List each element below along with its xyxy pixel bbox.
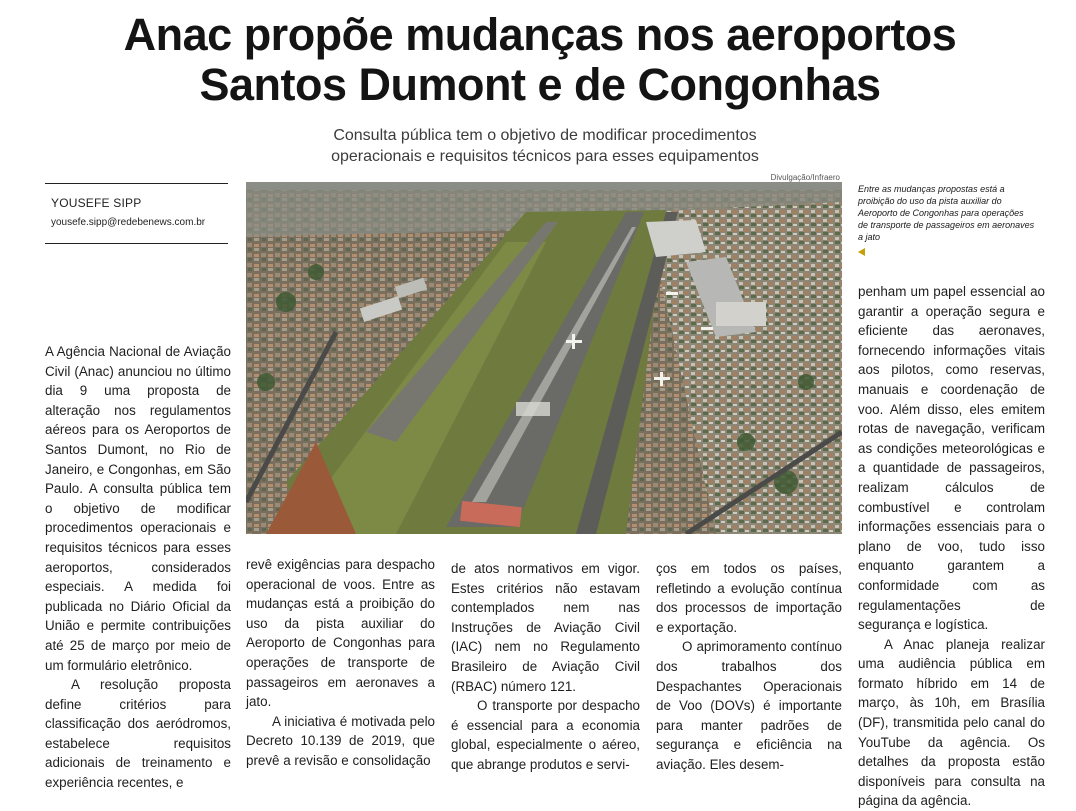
body-column-2 — [246, 555, 435, 771]
paragraph: ços em todos os países, refletindo a evolução contínua dos processos de importação e exportação. — [656, 561, 842, 635]
paragraph: revê exigências para despacho operacional de voos. Entre as mudanças está a proibição do uso da pista auxiliar do Aeroporto de Congonhas para operações de transporte de passageiros em aeronaves a jato. — [246, 557, 435, 710]
byline-divider-top — [45, 183, 228, 184]
paragraph: A iniciativa é motivada pelo Decreto 10.139 de 2019, que prevê a revisão e consolidação — [246, 713, 435, 768]
headline-line-2: Santos Dumont e de Congonhas — [199, 59, 881, 110]
subhead-line-2: operacionais e requisitos técnicos para esses equipamentos — [331, 148, 759, 165]
paragraph: A Anac planeja realizar uma audiência pública em formato híbrido em 14 de março, às 10h, em Brasília (DF), transmitida pelo canal do YouTube da agência. Os detalhes da proposta estão disponíveis para consulta na página da agência. — [858, 636, 1045, 809]
paragraph: A resolução proposta define critérios para classificação dos aeródromos, estabelece requisitos adicionais de treinamento e experiência recentes, e — [45, 677, 231, 791]
author-email: yousefe.sipp@redebenews.com.br — [51, 217, 206, 228]
body-column-5 — [858, 282, 1045, 811]
author-name: YOUSEFE SIPP — [51, 196, 142, 210]
paragraph: O aprimoramento contínuo dos trabalhos dos Despachantes Operacionais de Voo (DOVs) é importante para manter padrões de segurança e eficiência na aviação. Eles desem- — [656, 639, 842, 772]
body-column-1 — [45, 342, 231, 793]
body-column-4 — [656, 559, 842, 775]
paragraph: penham um papel essencial ao garantir a operação segura e eficiente das aeronaves, fornecendo informações vitais aos pilotos, como reservas, manuais e coordenação de voo. Além disso, eles emitem rotas de navegação, verificam as condições meteorológicas e a quantidade de passageiros, realizam cálculos de combustível e controlam informações essenciais para o plano de voo, tudo isso enquanto garantem a conformidade com as regulamentações de segurança e logística. — [858, 284, 1045, 633]
headline — [40, 10, 1040, 110]
paragraph: O transporte por despacho é essencial para a economia global, especialmente o aéreo, que abrange produtos e servi- — [451, 698, 640, 772]
paragraph: A Agência Nacional de Aviação Civil (Anac) anunciou no último dia 9 uma proposta de alteração nos regulamentos aéreos para os Aeroportos de Santos Dumont, no Rio de Janeiro, e Congonhas, em São Paulo. A consulta pública tem o objetivo de modificar procedimentos operacionais e requisitos técnicos para esses aeroportos, considerados especiais. A medida foi publicada no Diário Oficial da União e permite contribuições até 25 de março por meio de um formulário eletrônico. — [45, 344, 231, 673]
paragraph: de atos normativos em vigor. Estes critérios não estavam contemplados nem nas Instruções de Aviação Civil (IAC) nem no Regulamento Brasileiro de Aviação Civil (RBAC) número 121. — [451, 561, 640, 694]
photo-credit: Divulgação/Infraero — [770, 173, 840, 182]
subheadline — [270, 125, 820, 167]
caption-pointer-icon — [858, 248, 865, 256]
photo-caption: Entre as mudanças propostas está a proibição do uso da pista auxiliar do Aeroporto de Congonhas para operações de transporte de passageiros em aeronaves a jato — [858, 184, 1035, 242]
airport-aerial-photo-icon — [246, 182, 842, 534]
airport-aerial-photo — [246, 182, 842, 534]
subhead-line-1: Consulta pública tem o objetivo de modificar procedimentos — [333, 127, 757, 144]
body-column-3 — [451, 559, 640, 775]
byline-divider-bottom — [45, 243, 228, 244]
headline-line-1: Anac propõe mudanças nos aeroportos — [123, 9, 957, 60]
